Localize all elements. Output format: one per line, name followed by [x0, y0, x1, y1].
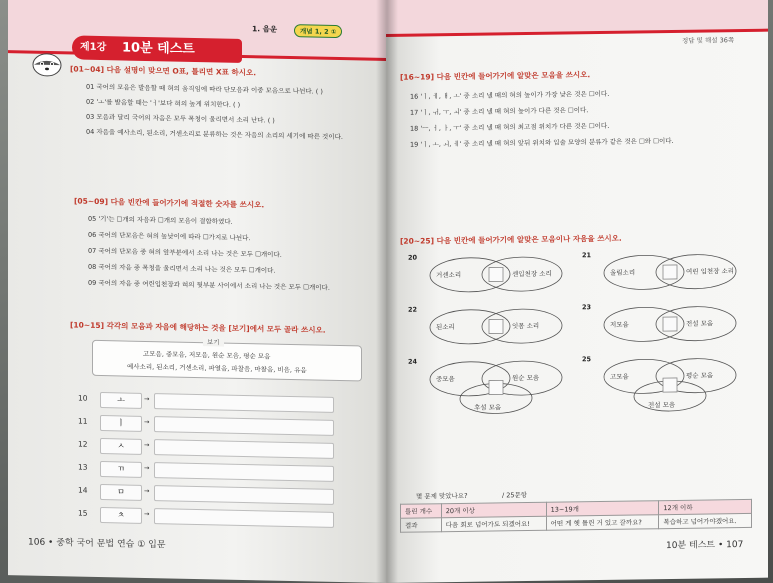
item-number: 14 — [78, 485, 88, 495]
right-page — [386, 0, 768, 583]
score-table — [400, 499, 752, 533]
answer-field[interactable] — [154, 485, 334, 505]
section-tab: 1. 음운 — [252, 24, 278, 34]
item-symbol-box: ㅊ — [100, 507, 142, 524]
raccoon-mascot-icon — [30, 49, 64, 78]
item-symbol-box: ㅁ — [100, 484, 142, 501]
venn-label-a: 울림소리 — [610, 268, 636, 277]
q01: 01 국어의 모음은 발음할 때 혀의 움직임에 따라 단모음과 이중 모음으로 나뉜다. ( ) — [86, 82, 323, 96]
venn-label-b: 전설 모음 — [686, 319, 714, 328]
venn-number: 25 — [582, 355, 592, 364]
arrow-icon: → — [144, 486, 150, 496]
score-total: / 25문항 — [502, 491, 528, 500]
item-symbol-box: ㄲ — [100, 461, 142, 478]
q05: 05 '기'는 ☐개의 자음과 ☐개의 모음이 결합하였다. — [88, 214, 233, 226]
q07: 07 국어의 단모음 중 혀의 앞부분에서 소리 나는 것은 모두 ☐개이다. — [88, 246, 282, 259]
score-body-cell: 결과 — [401, 518, 442, 533]
score-head-cell: 틀린 개수 — [401, 504, 442, 519]
score-prompt: 몇 문제 맞았나요? — [416, 491, 468, 501]
q20-25-header: [20~25] 다음 빈칸에 들어가기에 알맞은 모음이나 자음을 쓰시오. — [400, 233, 622, 246]
answer-field[interactable] — [154, 462, 334, 482]
score-body-cell: 어떤 게 헷 틀린 거 있고 갈까요? — [546, 515, 659, 531]
answer-field[interactable] — [154, 416, 334, 436]
bogi-label: 보기 — [203, 337, 224, 346]
venn-number: 20 — [408, 253, 418, 262]
left-page — [8, 0, 386, 583]
venn-label-b: 여린 입천장 소리 — [686, 267, 735, 276]
venn-answer-box[interactable] — [489, 319, 503, 333]
answer-field[interactable] — [154, 508, 334, 528]
q01-04-header: [01~04] 다음 설명이 맞으면 O표, 틀리면 X표 하시오. — [70, 64, 257, 78]
venn-number: 24 — [408, 357, 418, 366]
q18: 18 'ㅡ, ㅓ, ㅏ, ㅜ' 중 소리 낼 때 혀의 최고점 위치가 다른 것은 ☐이다. — [410, 121, 610, 133]
venn-label-b: 원순 모음 — [512, 373, 540, 383]
bogi-line-1: 고모음, 중모음, 저모음, 원순 모음, 평순 모음 — [143, 349, 271, 361]
test-title: 10분 테스트 — [122, 40, 195, 57]
score-head-cell: 20개 이상 — [441, 502, 546, 517]
venn-answer-box[interactable] — [663, 265, 677, 279]
answer-ref-note: 정답 및 해설 36쪽 — [682, 36, 735, 45]
venn-label-c: 후설 모음 — [474, 403, 502, 412]
q08: 08 국어의 자음 중 목청을 울리면서 소리 나는 것은 모두 ☐개이다. — [88, 262, 276, 275]
right-footer: 10분 테스트 • 107 — [666, 540, 744, 552]
score-head-cell: 12개 이하 — [659, 499, 752, 514]
answer-field[interactable] — [154, 393, 334, 413]
q03: 03 모음과 달리 국어의 자음은 모두 목청이 울리면서 소리 난다. ( ) — [86, 112, 275, 125]
q17: 17 'ㅣ, ㅟ, ㅜ, ㅚ' 중 소리 낼 때 혀의 높이가 다른 것은 ☐이다. — [410, 106, 589, 117]
item-number: 15 — [78, 508, 88, 518]
item-number: 11 — [78, 416, 88, 426]
venn-number: 23 — [582, 303, 592, 312]
item-number: 12 — [78, 439, 88, 449]
item-number: 10 — [78, 393, 88, 403]
book-gutter — [376, 0, 398, 583]
bogi-line-2: 예사소리, 된소리, 거센소리, 파열음, 파찰음, 마찰음, 비음, 유음 — [127, 362, 307, 375]
venn-label-a: 된소리 — [436, 323, 455, 332]
venn-label-b: 센입천장 소리 — [512, 269, 552, 279]
item-symbol-box: ㅣ — [100, 415, 142, 432]
arrow-icon: → — [144, 509, 150, 519]
lesson-badge: 제1강 — [80, 41, 107, 54]
arrow-icon: → — [144, 440, 150, 450]
q10-15-header: [10~15] 각각의 모음과 자음에 해당하는 것을 [보기]에서 모두 골라 쓰시오. — [70, 320, 326, 335]
venn-label-b: 잇몸 소리 — [512, 321, 540, 331]
venn-answer-box[interactable] — [489, 267, 503, 281]
q06: 06 국어의 단모음은 혀의 높낮이에 따라 ☐가지로 나뉜다. — [88, 230, 251, 243]
score-body-cell: 복습하고 넘어가야겠어요. — [659, 513, 752, 528]
venn-label-a: 중모음 — [436, 375, 455, 384]
left-footer: 106 • 중학 국어 문법 연습 ① 입문 — [28, 537, 166, 551]
venn-answer-box[interactable] — [489, 380, 503, 394]
venn-label-a: 저모음 — [610, 320, 629, 329]
answer-field[interactable] — [154, 439, 334, 459]
venn-number: 21 — [582, 251, 592, 260]
section-pill: 개념 1, 2 ① — [294, 24, 342, 38]
arrow-icon: → — [144, 463, 150, 473]
arrow-icon: → — [144, 394, 150, 404]
q09: 09 국어의 자음 중 여린입천장과 혀의 뒷부분 사이에서 소리 나는 것은 모두 ☐개이다. — [88, 278, 330, 292]
venn-label-b: 평순 모음 — [686, 371, 714, 380]
q16-19-header: [16~19] 다음 빈칸에 들어가기에 알맞은 모음을 쓰시오. — [400, 70, 591, 82]
item-number: 13 — [78, 462, 88, 472]
q16: 16 'ㅣ, ㅔ, ㅐ, ㅗ' 중 소리 낼 때의 혀의 높이가 가장 낮은 것은 ☐이다. — [410, 89, 610, 101]
venn-label-c: 전설 모음 — [648, 400, 676, 410]
venn-answer-box[interactable] — [663, 378, 677, 392]
venn-number: 22 — [408, 305, 418, 314]
venn-answer-box[interactable] — [663, 317, 677, 331]
bogi-box — [92, 340, 362, 382]
q02: 02 'ㅗ'를 발음할 때는 'ㅓ'보다 혀의 높게 위치한다. ( ) — [86, 97, 241, 109]
arrow-icon: → — [144, 417, 150, 427]
venn-label-a: 고모음 — [610, 372, 629, 381]
item-symbol-box: ㅅ — [100, 438, 142, 455]
venn-label-a: 거센소리 — [436, 270, 462, 280]
test-title-badge — [72, 35, 242, 63]
score-head-cell: 13~19개 — [546, 501, 659, 517]
q19: 19 'ㅣ, ㅗ, ㅚ, ㅔ' 중 소리 낼 때 혀의 앞뒤 위치와 입술 모양의 분류가 같은 것은 ☐와 ☐이다. — [410, 136, 674, 149]
score-body-cell: 다음 회로 넘어가도 되겠어요! — [441, 516, 546, 531]
q05-09-header: [05~09] 다음 빈칸에 들어가기에 적절한 숫자를 쓰시오. — [74, 196, 265, 210]
q04: 04 자음을 예사소리, 된소리, 거센소리로 분류하는 것은 자음의 소리의 세기에 따른 것이다. — [86, 127, 343, 142]
item-symbol-box: ㅗ — [100, 392, 142, 409]
